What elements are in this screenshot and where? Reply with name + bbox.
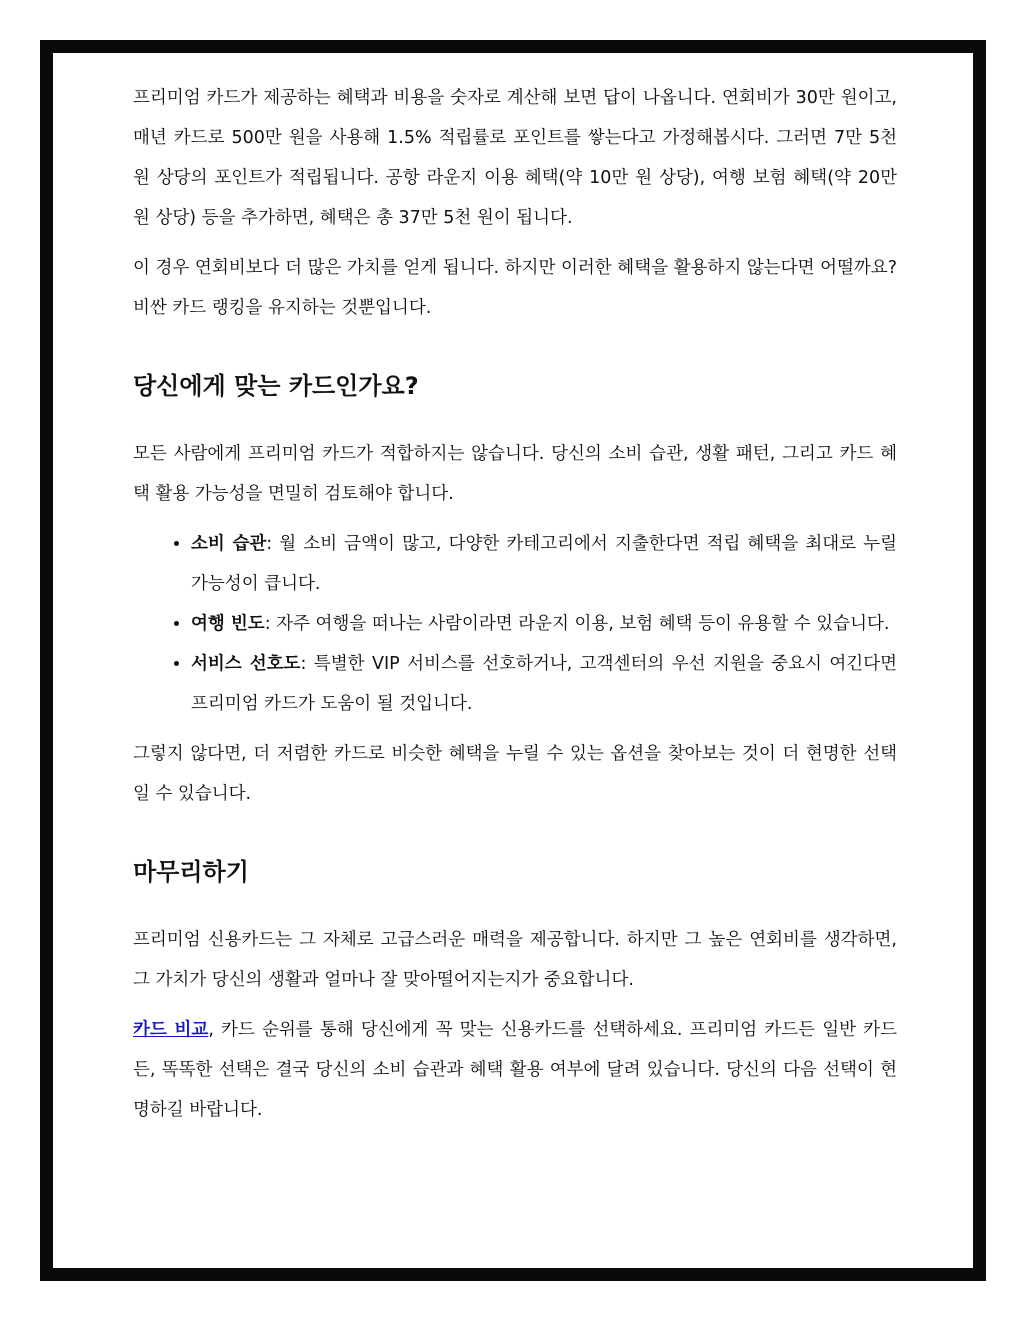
conclusion-paragraph-1: 프리미엄 신용카드는 그 자체로 고급스러운 매력을 제공합니다. 하지만 그 높은 연회비를 생각하면, 그 가치가 당신의 생활과 얼마나 잘 맞아떨어지는지가 중요합니다. (133, 930, 897, 990)
suitability-paragraph: 모든 사람에게 프리미엄 카드가 적합하지는 않습니다. 당신의 소비 습관, 생활 패턴, 그리고 카드 혜택 활용 가능성을 면밀히 검토해야 합니다. (133, 444, 897, 504)
page-frame (42, 42, 984, 1279)
card-compare-link[interactable]: 카드 비교 (133, 1020, 209, 1040)
conclusion-paragraph-2 (133, 1010, 897, 1130)
list-item-text: : 월 소비 금액이 많고, 다양한 카테고리에서 지출한다면 적립 혜택을 최대로 누릴 가능성이 큽니다. (191, 534, 898, 594)
list-item-text: : 특별한 VIP 서비스를 선호하거나, 고객센터의 우선 지원을 중요시 여긴다면 프리미엄 카드가 도움이 될 것입니다. (191, 654, 898, 714)
section-heading-suitability: 당신에게 맞는 카드인가요? (133, 372, 419, 400)
list-item (191, 604, 897, 644)
list-item-term: 여행 빈도 (191, 614, 265, 634)
list-item (191, 524, 897, 604)
intro-paragraph-2: 이 경우 연회비보다 더 많은 가치를 얻게 됩니다. 하지만 이러한 혜택을 활용하지 않는다면 어떨까요? 비싼 카드 랭킹을 유지하는 것뿐입니다. (133, 258, 897, 318)
list-item-term: 서비스 선호도 (191, 654, 301, 674)
section-heading-conclusion: 마무리하기 (133, 858, 249, 886)
intro-paragraph-1: 프리미엄 카드가 제공하는 혜택과 비용을 숫자로 계산해 보면 답이 나옵니다. 연회비가 30만 원이고, 매년 카드로 500만 원을 사용해 1.5% 적립률로 포인트를 쌓는다고 가정해봅시다. 그러면 7만 5천 원 상당의 포인트가 적립됩니다. 공항 라운지 이용 혜택(약 10만 원 상당), 여행 보험 혜택(약 20만 원 상당) 등을 추가하면, 혜택은 총 37만 5천 원이 됩니다. (133, 88, 897, 228)
conclusion-paragraph-2-text: , 카드 순위를 통해 당신에게 꼭 맞는 신용카드를 선택하세요. 프리미엄 카드든 일반 카드든, 똑똑한 선택은 결국 당신의 소비 습관과 혜택 활용 여부에 달려 있습니다. 당신의 다음 선택이 현명하길 바랍니다. (133, 1020, 897, 1120)
list-item-text: : 자주 여행을 떠나는 사람이라면 라운지 이용, 보험 혜택 등이 유용할 수 있습니다. (264, 614, 890, 634)
criteria-list (133, 524, 897, 724)
list-item-term: 소비 습관 (191, 534, 267, 554)
list-item (191, 644, 897, 724)
document-body (133, 78, 897, 1140)
alternative-paragraph: 그렇지 않다면, 더 저렴한 카드로 비슷한 혜택을 누릴 수 있는 옵션을 찾아보는 것이 더 현명한 선택일 수 있습니다. (133, 744, 897, 804)
